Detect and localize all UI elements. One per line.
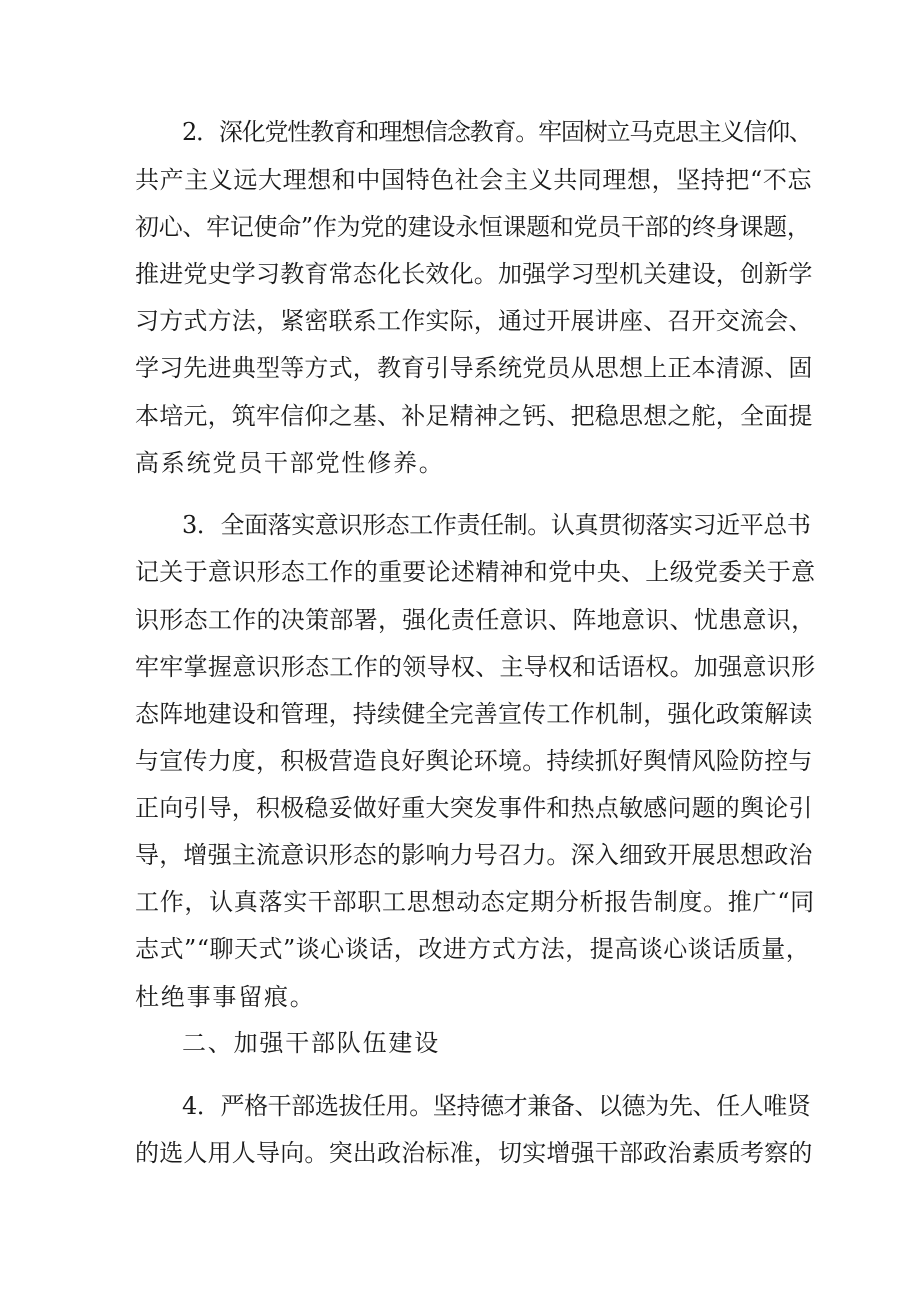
paragraph-4-line-1: 4．严格干部选拔任用。坚持德才兼备、以德为先、任人唯贤: [182, 1092, 811, 1120]
paragraph-2-line-2: 共产主义远大理想和中国特色社会主义共同理想，坚持把“不忘: [135, 166, 813, 194]
paragraph-3-line-3: 识形态工作的决策部署，强化责任意识、阵地意识、忧患意识，: [135, 606, 816, 634]
paragraph-4-line-2: 的选人用人导向。突出政治标准，切实增强干部政治素质考察的: [135, 1139, 813, 1167]
paragraph-2-line-3: 初心、牢记使命”作为党的建设永恒课题和党员干部的终身课题，: [135, 213, 811, 241]
paragraph-3-line-4: 牢牢掌握意识形态工作的领导权、主导权和话语权。加强意识形: [135, 653, 816, 681]
paragraph-3-line-6: 与宣传力度，积极营造良好舆论环境。持续抓好舆情风险防控与: [135, 747, 813, 775]
section-heading: 二、加强干部队伍建设: [182, 1029, 440, 1057]
paragraph-3-line-9: 工作，认真落实干部职工思想动态定期分析报告制度。推广“同: [135, 888, 815, 916]
paragraph-2-line-1: 2．深化党性教育和理想信念教育。牢固树立马克思主义信仰、: [182, 118, 812, 146]
paragraph-3-line-8: 导，增强主流意识形态的影响力号召力。深入细致开展思想政治: [135, 841, 813, 869]
paragraph-3-line-1: 3．全面落实意识形态工作责任制。认真贯彻落实习近平总书: [182, 511, 811, 539]
paragraph-2-line-5: 习方式方法，紧密联系工作实际，通过开展讲座、召开交流会、: [135, 307, 813, 335]
paragraph-2-line-7: 本培元，筑牢信仰之基、补足精神之钙、把稳思想之舵，全面提: [135, 402, 813, 430]
paragraph-3-line-7: 正向引导，积极稳妥做好重大突发事件和热点敏感问题的舆论引: [135, 794, 813, 822]
paragraph-3-line-5: 态阵地建设和管理，持续健全完善宣传工作机制，强化政策解读: [135, 700, 813, 728]
paragraph-3-line-10: 志式”“聊天式”谈心谈话，改进方式方法，提高谈心谈话质量，: [135, 935, 811, 963]
paragraph-3-line-11: 杜绝事事留痕。: [135, 983, 316, 1011]
paragraph-2-line-4: 推进党史学习教育常态化长效化。加强学习型机关建设，创新学: [135, 260, 813, 288]
paragraph-2-line-8: 高系统党员干部党性修养。: [135, 449, 445, 477]
paragraph-2-line-6: 学习先进典型等方式，教育引导系统党员从思想上正本清源、固: [135, 354, 813, 382]
paragraph-3-line-2: 记关于意识形态工作的重要论述精神和党中央、上级党委关于意: [135, 558, 816, 586]
